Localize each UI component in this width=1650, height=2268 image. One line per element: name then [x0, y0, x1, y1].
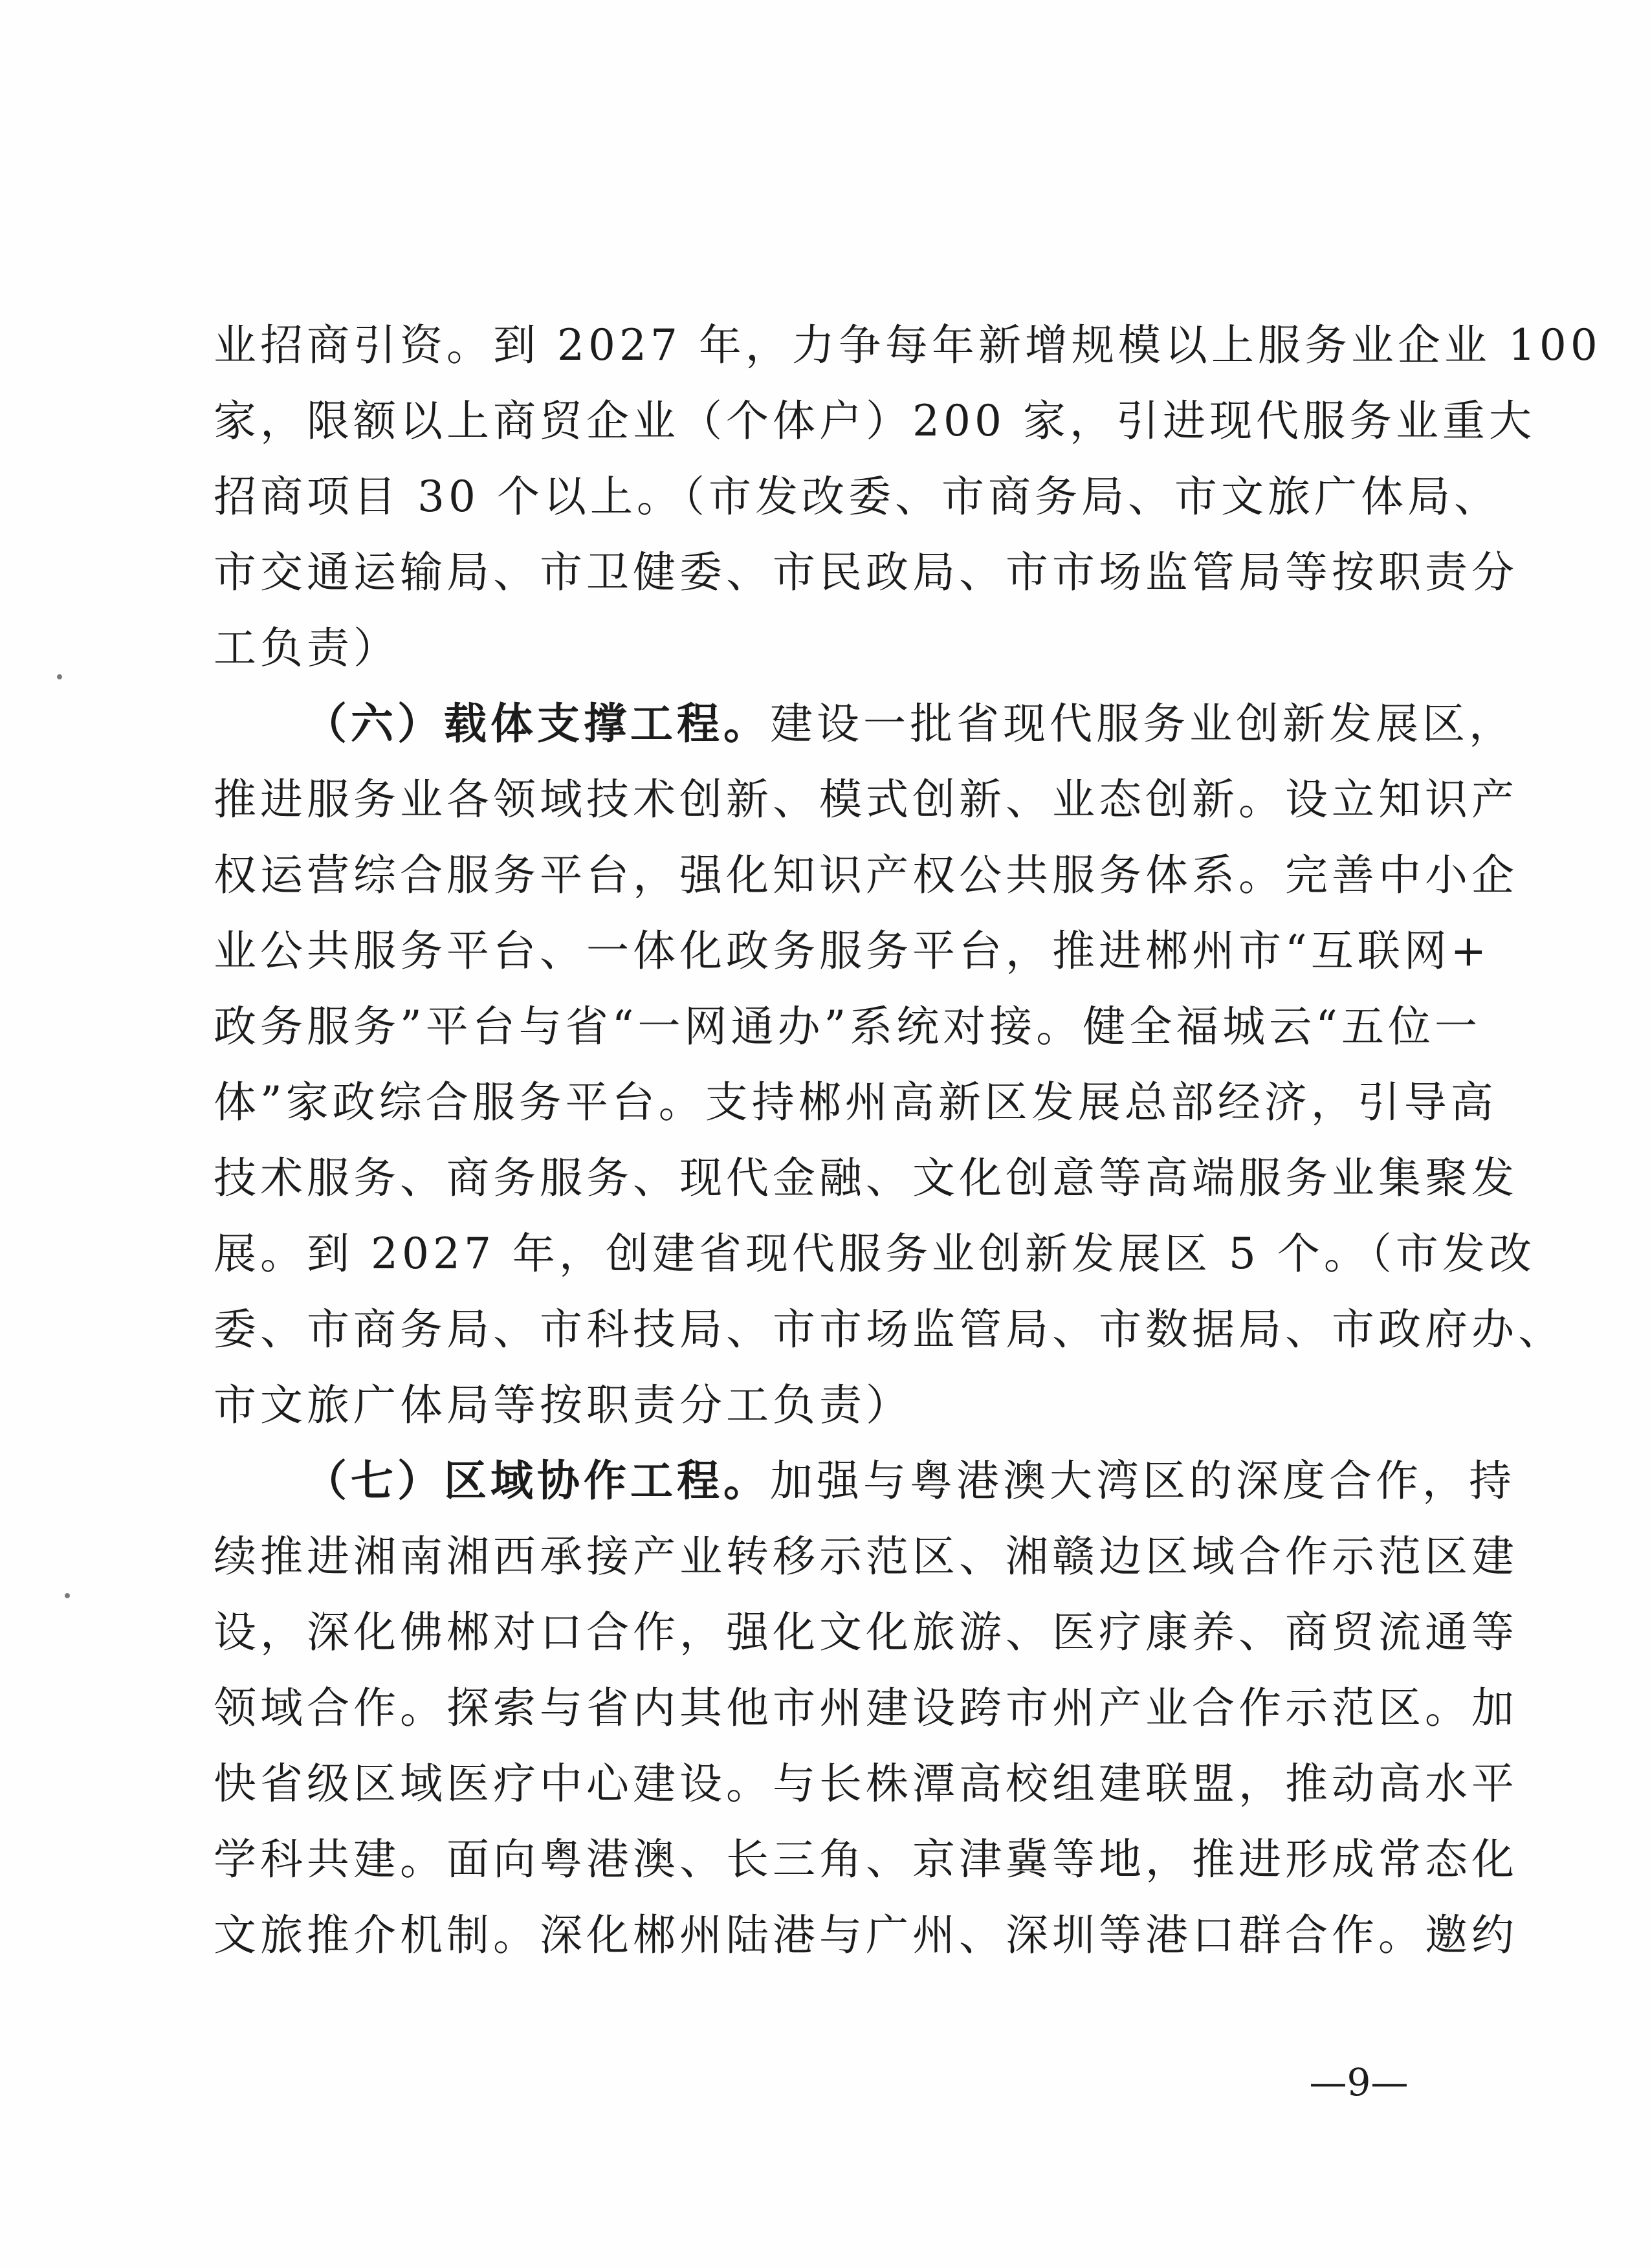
section-7-first-line — [214, 1443, 1515, 1519]
section-6-first-line — [214, 686, 1515, 762]
text-line: 工负责） — [214, 623, 400, 673]
text-line: 市交通运输局、市卫健委、市民政局、市市场监管局等按职责分 — [214, 547, 1518, 597]
text-line: 政务服务”平台与省“一网通办”系统对接。健全福城云“五位一 — [214, 1002, 1481, 1051]
scan-mark — [65, 1593, 70, 1598]
text-line: 技术服务、商务服务、现代金融、文化创意等高端服务业集聚发 — [214, 1153, 1518, 1203]
section-7-heading: （七）区域协作工程。 — [304, 1455, 770, 1506]
text-line: 市文旅广体局等按职责分工负责） — [214, 1380, 912, 1430]
text-line: 推进服务业各领域技术创新、模式创新、业态创新。设立知识产 — [214, 775, 1518, 824]
body-text — [214, 307, 1601, 1973]
page-number: —9— — [1309, 2060, 1409, 2104]
text-line: 快省级区域医疗中心建设。与长株潭高校组建联盟，推动高水平 — [214, 1759, 1518, 1809]
text-line: 领域合作。探索与省内其他市州建设跨市州产业合作示范区。加 — [214, 1683, 1518, 1733]
text-line: 体”家政综合服务平台。支持郴州高新区发展总部经济，引导高 — [214, 1077, 1497, 1127]
text-line: 招商项目 30 个以上。（市发改委、市商务局、市文旅广体局、 — [214, 472, 1501, 522]
section-6-intro: 建设一批省现代服务业创新发展区， — [770, 699, 1515, 749]
scan-mark — [57, 674, 62, 679]
text-line: 权运营综合服务平台，强化知识产权公共服务体系。完善中小企 — [214, 850, 1518, 900]
text-line: 展。到 2027 年，创建省现代服务业创新发展区 5 个。（市发改 — [214, 1229, 1535, 1279]
text-line: 业招商引资。到 2027 年，力争每年新增规模以上服务业企业 100 — [214, 320, 1601, 370]
text-line: 学科共建。面向粤港澳、长三角、京津冀等地，推进形成常态化 — [214, 1834, 1518, 1884]
text-line: 委、市商务局、市科技局、市市场监管局、市数据局、市政府办、 — [214, 1305, 1565, 1354]
text-line: 文旅推介机制。深化郴州陆港与广州、深圳等港口群合作。邀约 — [214, 1910, 1518, 1960]
text-line: 设，深化佛郴对口合作，强化文化旅游、医疗康养、商贸流通等 — [214, 1607, 1518, 1657]
text-line: 续推进湘南湘西承接产业转移示范区、湘赣边区域合作示范区建 — [214, 1532, 1518, 1581]
section-6-heading: （六）载体支撑工程。 — [304, 698, 770, 749]
section-7-intro: 加强与粤港澳大湾区的深度合作，持 — [770, 1456, 1515, 1506]
text-line: 家，限额以上商贸企业（个体户）200 家，引进现代服务业重大 — [214, 396, 1535, 446]
text-line: 业公共服务平台、一体化政务服务平台，推进郴州市“互联网+ — [214, 926, 1491, 976]
